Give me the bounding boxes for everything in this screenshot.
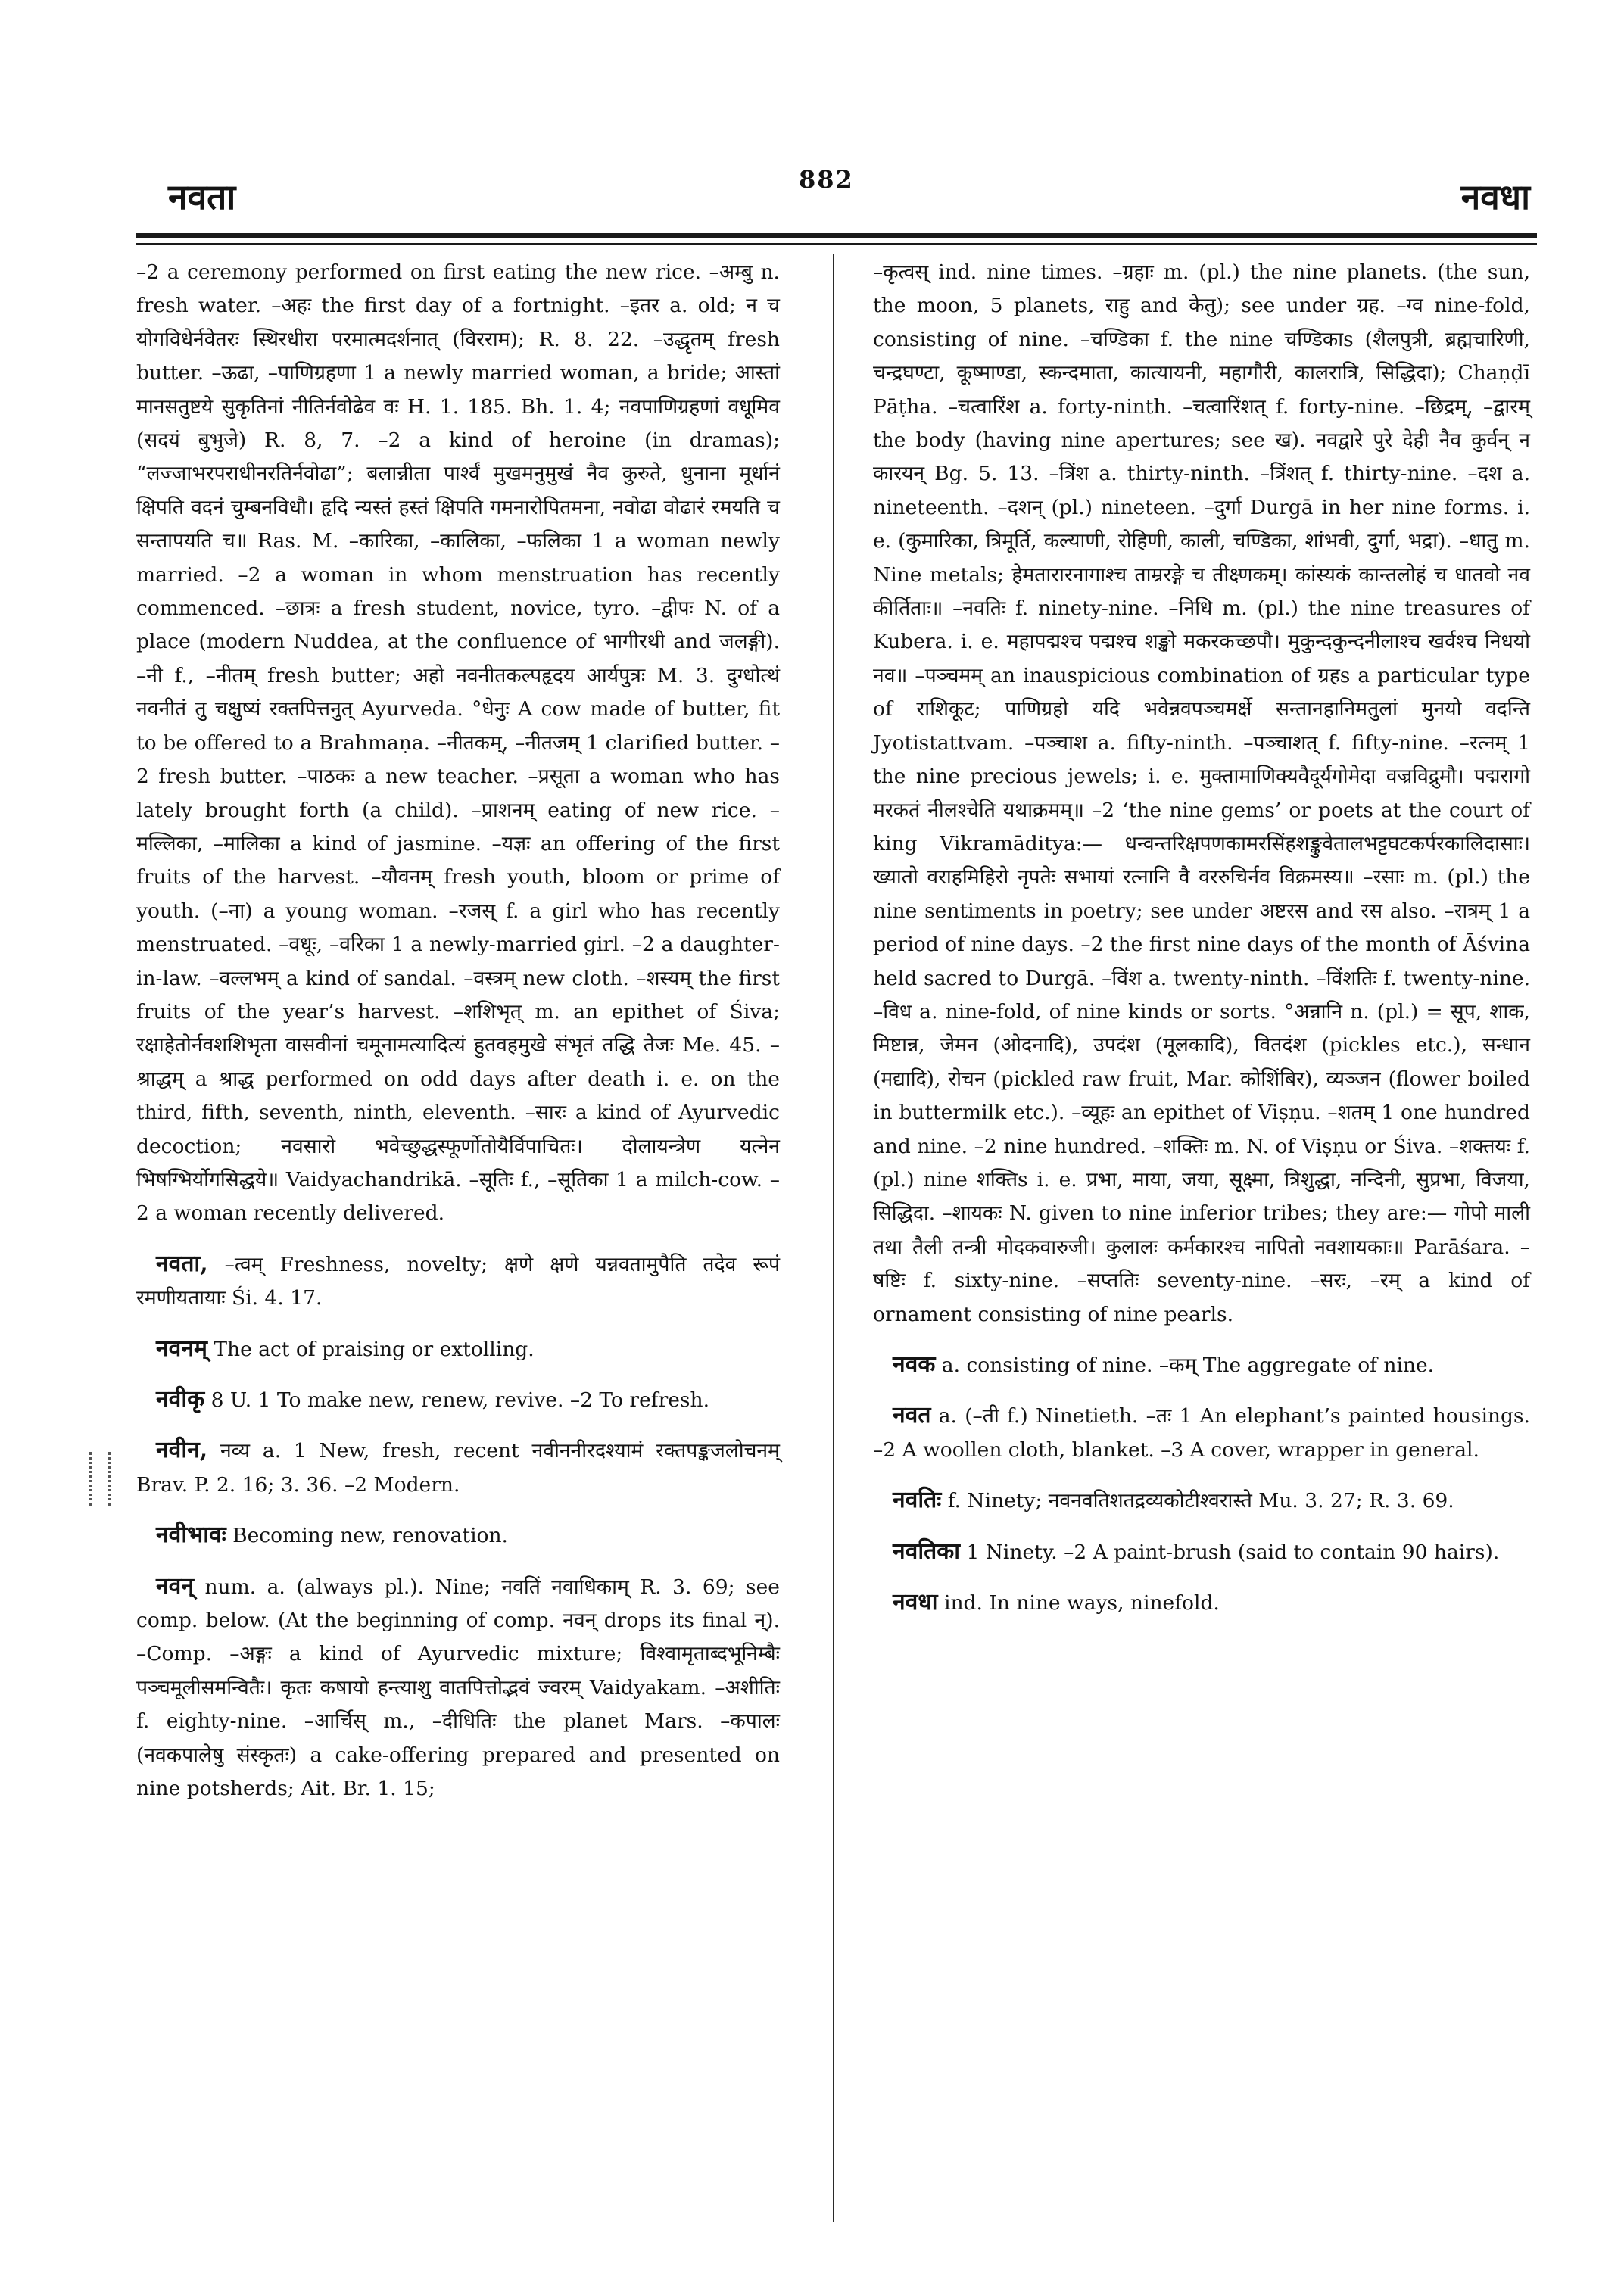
headword: नवत [893, 1402, 931, 1429]
headword: नवन् [156, 1572, 194, 1600]
guide-word-right: नवधा [1460, 176, 1530, 217]
page-number: 882 [799, 165, 854, 194]
entry-navikr: नवीकृ 8 U. 1 To make new, renew, revive. –2 To refresh. [156, 1386, 710, 1413]
headword: नवीकृ [156, 1386, 205, 1413]
page-header [0, 0, 1624, 250]
headword: नवता, [156, 1250, 208, 1277]
margin-mark [89, 1452, 111, 1506]
right-column [873, 256, 1530, 1625]
entry-navatika: नवतिका 1 Ninety. –2 A paint-brush (said to contain 90 hairs). [893, 1537, 1500, 1565]
headword: नवतिः [893, 1487, 942, 1514]
entry-navata: नवता, –त्वम् Freshness, novelty; क्षणे क्षणे यन्नवतामुपैति तदेव रूपं रमणीयतायाः Śi. 4. 17. [136, 1250, 780, 1310]
entry-nava-compounds-continued: –2 a ceremony performed on first eating the new rice. –अम्बु n. fresh water. –अहः the first day of a fortnight. –इतर a. old; न च योगविधेर्नवेतरः स्थिरधीरा परमात्मदर्शनात् (विरराम); R. 8. 22. –उद्धृतम् fresh butter. –ऊढा, –पाणिग्रहणा 1 a newly married woman, a bride; आस्तां मानसतुष्टये सुकृतिनां नीतिर्नवोढेव वः H. 1. 185. Bh. 1. 4; नवपाणिग्रहणां वधूमिव (सदयं बुभुजे) R. 8, 7. –2 a kind of heroine (in dramas); “लज्जाभरपराधीनरतिर्नवोढा”; बलान्नीता पार्श्वं मुखमनुमुखं नैव कुरुते, धुनाना मूर्धानं क्षिपति वदनं चुम्बनविधौ। हृदि न्यस्तं हस्तं क्षिपति गमनारोपितमना, नवोढा वोढारं रमयति च सन्तापयति च॥ Ras. M. –कारिका, –कालिका, –फलिका 1 a woman newly married. –2 a woman in whom menstruation has recently commenced. –छात्रः a fresh student, novice, tyro. –द्वीपः N. of a place (modern Nuddea, at the confluence of भागीरथी and जलङ्गी). –नी f., –नीतम् fresh butter; अहो नवनीतकल्पहृदय आर्यपुत्रः M. 3. दुग्धोत्थं नवनीतं तु चक्षुष्यं रक्तपित्तनुत् Ayurveda. °धेनुः A cow made of butter, fit to be offered to a Brahmaṇa. –नीतकम्, –नीतजम् 1 clarified butter. –2 fresh butter. –पाठकः a new teacher. –प्रसूता a woman who has lately brought forth (a child). –प्राशनम् eating of new rice. –मल्लिका, –मालिका a kind of jasmine. –यज्ञः an offering of the first fruits of the harvest. –यौवनम् fresh youth, bloom or prime of youth. (–ना) a young woman. –रजस् f. a girl who has recently menstruated. –वधूः, –वरिका 1 a newly-married girl. –2 a daughter-in-law. –वल्लभम् a kind of sandal. –वस्त्रम् new cloth. –शस्यम् the first fruits of the year’s harvest. –शशिभृत् m. an epithet of Śiva; रक्षाहेतोर्नवशशिभृता वासवीनां चमूनामत्यादित्यं हुतवहमुखे संभृतं तद्धि तेजः Me. 45. –श्राद्धम् a श्राद्ध performed on odd days after death i. e. on the third, fifth, seventh, ninth, eleventh. –सारः a kind of Ayurvedic decoction; नवसारो भवेच्छुद्धस्फूर्णोतोयैर्विपाचितः। दोलायन्त्रेण यत्नेन भिषग्भिर्योगसिद्धये॥ Vaidyachandrikā. –सूतिः f., –सूतिका 1 a milch-cow. –2 a woman recently delivered. [136, 260, 780, 1226]
entry-navina: नवीन, नव्य a. 1 New, fresh, recent नवीननीरदश्यामं रक्तपङ्कजलोचनम् Brav. P. 2. 16; 3. 36. –2 Modern. [136, 1437, 780, 1497]
guide-word-left: नवता [168, 176, 236, 217]
header-rule-thin [136, 243, 1537, 245]
entry-navaka: नवक a. consisting of nine. –कम् The aggregate of nine. [893, 1351, 1435, 1378]
headword: नवधा [893, 1589, 938, 1616]
entry-navan: नवन् num. a. (always pl.). Nine; नवतिं नवाधिकाम् R. 3. 69; see comp. below. (At the beginning of comp. नवन् drops its final न्). –Comp. –अङ्गः a kind of Ayurvedic mixture; विश्वामृताब्दभूनिम्बैः पञ्चमूलीसमन्वितैः। कृतः कषायो हन्त्याशु वातपित्तोद्भवं ज्वरम् Vaidyakam. –अशीतिः f. eighty-nine. –आर्चिस् m., –दीधितिः the planet Mars. –कपालः (नवकपालेषु संस्कृतः) a cake-offering prepared and presented on nine potsherds; Ait. Br. 1. 15; [136, 1572, 780, 1801]
entry-navadha: नवधा ind. In nine ways, ninefold. [893, 1589, 1220, 1616]
headword: नवीन, [156, 1437, 208, 1464]
headword: नवीभावः [156, 1522, 226, 1549]
entry-navanam: नवनम् The act of praising or extolling. [156, 1335, 535, 1362]
column-divider [833, 254, 834, 2222]
left-column [136, 256, 780, 1810]
entry-navata-ninetieth: नवत a. (–ती f.) Ninetieth. –तः 1 An elephant’s painted housings. –2 A woollen cloth, blanket. –3 A cover, wrapper in general. [873, 1402, 1530, 1462]
entry-navan-compounds-continued: –कृत्वस् ind. nine times. –ग्रहाः m. (pl.) the nine planets. (the sun, the moon, 5 planets, राहु and केतु); see under ग्रह. –ग्व nine-fold, consisting of nine. –चण्डिका f. the nine चण्डिकाs (शैलपुत्री, ब्रह्मचारिणी, चन्द्रघण्टा, कूष्माण्डा, स्कन्दमाता, कात्यायनी, महागौरी, कालरात्रि, सिद्धिदा); Chaṇḍī Pāṭha. –चत्वारिंश a. forty-ninth. –चत्वारिंशत् f. forty-nine. –छिद्रम्, –द्वारम् the body (having nine apertures; see ख). नवद्वारे पुरे देही नैव कुर्वन् न कारयन् Bg. 5. 13. –त्रिंश a. thirty-ninth. –त्रिंशत् f. thirty-nine. –दश a. nineteenth. –दशन् (pl.) nineteen. –दुर्गा Durgā in her nine forms. i. e. (कुमारिका, त्रिमूर्ति, कल्याणी, रोहिणी, काली, चण्डिका, शांभवी, दुर्गा, भद्रा). –धातु m. Nine metals; हेमतारारनागाश्च ताम्ररङ्गे च तीक्ष्णकम्। कांस्यकं कान्तलोहं च धातवो नव कीर्तिताः॥ –नवतिः f. ninety-nine. –निधि m. (pl.) the nine treasures of Kubera. i. e. महापद्मश्च पद्मश्च शङ्खो मकरकच्छपौ। मुकुन्दकुन्दनीलाश्च खर्वश्च निधयो नव॥ –पञ्चमम् an inauspicious combination of ग्रहs a particular type of राशिकूट; पाणिग्रहो यदि भवेन्नवपञ्चमर्क्षे सन्तानहानिमतुलां मुनयो वदन्ति Jyotistattvam. –पञ्चाश a. fifty-ninth. –पञ्चाशत् f. fifty-nine. –रत्नम् 1 the nine precious jewels; i. e. मुक्तामाणिक्यवैदूर्यगोमेदा वज्रविद्रुमौ। पद्मरागो मरकतं नीलश्चेति यथाक्रमम्॥ –2 ‘the nine gems’ or poets at the court of king Vikramāditya:— धन्वन्तरिक्षपणकामरसिंहशङ्कुवेतालभट्टघटकर्परकालिदासाः। ख्यातो वराहमिहिरो नृपतेः सभायां रत्नानि वै वररुचिर्नव विक्रमस्य॥ –रसाः m. (pl.) the nine sentiments in poetry; see under अष्टरस and रस also. –रात्रम् 1 a period of nine days. –2 the first nine days of the month of Āśvina held sacred to Durgā. –विंश a. twenty-ninth. –विंशतिः f. twenty-nine. –विध a. nine-fold, of nine kinds or sorts. °अन्नानि n. (pl.) = सूप, शाक, मिष्टान्न, जेमन (ओदनादि), उपदंश (मूलकादि), वितदंश (pickles etc.), सन्धान (मद्यादि), रोचन (pickled raw fruit, Mar. कोशिंबिर), व्यञ्जन (flower boiled in buttermilk etc.). –व्यूहः an epithet of Viṣṇu. –शतम् 1 one hundred and nine. –2 nine hundred. –शक्तिः m. N. of Viṣṇu or Śiva. –शक्तयः f. (pl.) nine शक्तिs i. e. प्रभा, माया, जया, सूक्ष्मा, त्रिशुद्धा, नन्दिनी, सुप्रभा, विजया, सिद्धिदा. –शायकः N. given to nine inferior tribes; they are:— गोपो माली तथा तैली तन्त्री मोदकवारुजी। कुलालः कर्मकारश्च नापितो नवशायकाः॥ Parāśara. –षष्टिः f. sixty-nine. –सप्ततिः seventy-nine. –सरः, –रम् a kind of ornament consisting of nine pearls. [873, 260, 1530, 1326]
headword: नवतिका [893, 1537, 961, 1565]
entry-navibhava: नवीभावः Becoming new, renovation. [156, 1522, 508, 1549]
header-rule-thick [136, 233, 1537, 238]
headword: नवनम् [156, 1335, 207, 1362]
entry-navati: नवतिः f. Ninety; नवनवतिशतद्रव्यकोटीश्वरास्ते Mu. 3. 27; R. 3. 69. [893, 1487, 1454, 1514]
headword: नवक [893, 1351, 936, 1378]
